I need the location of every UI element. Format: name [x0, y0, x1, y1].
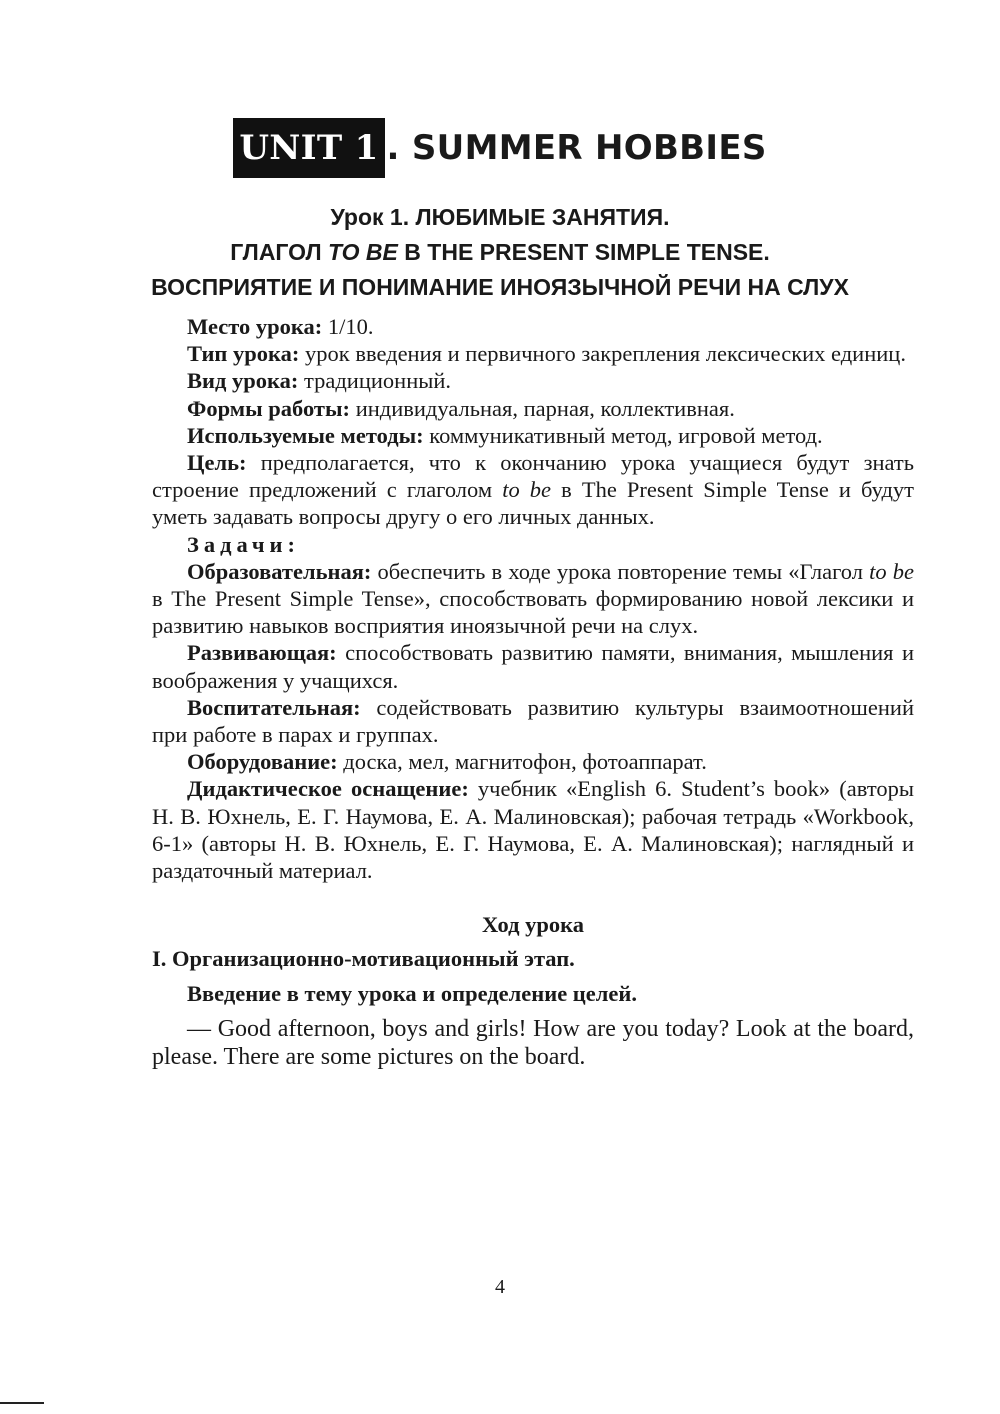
- methods-label: Используемые методы:: [187, 422, 424, 448]
- equip-paragraph: [152, 748, 914, 775]
- lesson-heading: [0, 200, 1000, 305]
- kind-label: Вид урока:: [187, 368, 299, 394]
- intro-heading: Введение в тему урока и определение целей.: [187, 980, 637, 1006]
- goal-label: Цель:: [187, 450, 247, 476]
- type-paragraph: [152, 340, 914, 367]
- goal-value-italic: to be: [502, 477, 552, 503]
- page-number: 4: [495, 1276, 505, 1298]
- unit-title-text: . SUMMER HOBBIES: [386, 128, 767, 168]
- type-value: урок введения и первичного закрепления лексических единиц.: [299, 341, 906, 367]
- didactic-value: учебник «English 6. Student’s book» (авторы Н. В. Юхнель, Е. Г. Наумова, Е. А. Малиновская); рабочая тетрадь «Workbook, 6-1» (авторы Н. В. Юхнель, Е. Г. Наумова, Е. А. Малиновская); наглядный и раздаточный материал.: [152, 776, 914, 884]
- edu-paragraph: [152, 558, 914, 640]
- lesson-heading-line-3: ВОСПРИЯТИЕ И ПОНИМАНИЕ ИНОЯЗЫЧНОЙ РЕЧИ НА СЛУХ: [151, 274, 849, 300]
- edu-value-italic: to be: [869, 558, 915, 584]
- dialog-text: — Good afternoon, boys and girls! How are you today? Look at the board, please. There are some pictures on the board.: [152, 1015, 914, 1070]
- course-heading: Ход урока: [481, 912, 585, 938]
- goal-value-a: предполагается, что к окончанию урока учащиеся будут знать строение предложений с глаголом: [152, 450, 914, 503]
- upbr-label: Воспитательная:: [187, 694, 361, 720]
- edu-value-b: в The Present Simple Tense», способствовать формированию новой лексики и развитию навыков восприятия иноязычной речи на слух.: [152, 586, 914, 639]
- tasks-label: Задачи:: [187, 531, 301, 557]
- methods-value: коммуникативный метод, игровой метод.: [423, 422, 823, 448]
- didactic-label: Дидактическое оснащение:: [187, 776, 469, 802]
- edu-value-a: обеспечить в ходе урока повторение темы «Глагол: [371, 558, 870, 584]
- type-label: Тип урока:: [187, 341, 300, 367]
- equip-value: доска, мел, магнитофон, фотоаппарат.: [337, 749, 707, 775]
- place-paragraph: [152, 313, 914, 340]
- equip-label: Оборудование:: [187, 749, 338, 775]
- dev-value: способствовать развитию памяти, внимания, мышления и воображения у учащихся.: [152, 640, 914, 693]
- kind-paragraph: [152, 367, 914, 394]
- unit-badge: UNIT 1: [233, 118, 384, 178]
- lesson-heading-line-1: Урок 1. ЛЮБИМЫЕ ЗАНЯТИЯ.: [330, 204, 670, 230]
- lesson-heading-line-2: [0, 235, 1000, 270]
- forms-value: индивидуальная, парная, коллективная.: [350, 395, 735, 421]
- place-label: Место урока:: [187, 314, 323, 339]
- corner-divider: [0, 1402, 44, 1404]
- dev-label: Развивающая:: [187, 640, 337, 666]
- goal-value-b: в The Present Simple Tense и будут уметь задавать вопросы другу о его личных данных.: [152, 477, 914, 530]
- forms-label: Формы работы:: [187, 395, 351, 421]
- didactic-paragraph: [152, 775, 914, 884]
- upbr-paragraph: [152, 694, 914, 748]
- goal-paragraph: [152, 449, 914, 531]
- tasks-paragraph: [152, 531, 914, 558]
- place-value: 1/10.: [322, 314, 374, 339]
- stage-heading: I. Организационно-мотивационный этап.: [152, 946, 575, 972]
- forms-paragraph: [152, 395, 914, 422]
- lesson-heading-line-2-italic: TO BE: [328, 239, 398, 265]
- lesson-body: [152, 313, 914, 1071]
- edu-label: Образовательная:: [187, 558, 372, 584]
- upbr-value: содействовать развитию культуры взаимоотношений при работе в парах и группах.: [152, 694, 914, 748]
- lesson-heading-line-2-prefix: ГЛАГОЛ: [230, 239, 329, 265]
- unit-title: [0, 118, 1000, 178]
- kind-value: традиционный.: [298, 368, 452, 394]
- lesson-heading-line-2-suffix: В THE PRESENT SIMPLE TENSE.: [397, 239, 770, 265]
- methods-paragraph: [152, 422, 914, 449]
- dev-paragraph: [152, 639, 914, 693]
